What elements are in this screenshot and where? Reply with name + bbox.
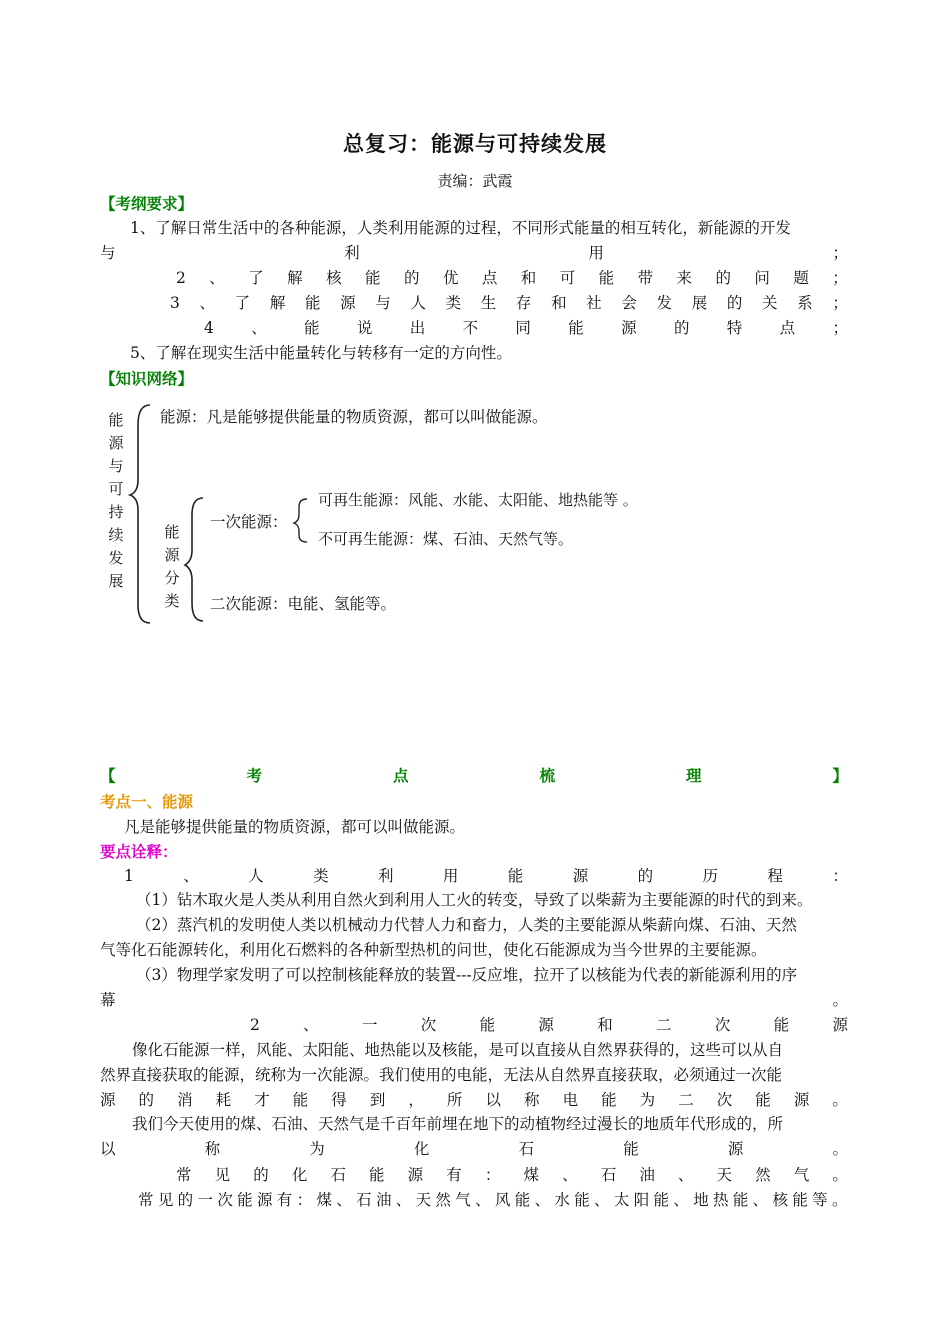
text-glyph: 常: [176, 1166, 192, 1184]
text-glyph: 用: [588, 244, 604, 262]
text-glyph: 次: [217, 1191, 233, 1209]
text-glyph: 源: [727, 1140, 744, 1158]
text-glyph: 耗: [215, 1091, 232, 1109]
text-glyph: 的: [637, 867, 654, 885]
text-glyph: 人: [248, 867, 264, 885]
text-glyph: 源: [256, 1191, 273, 1209]
page-title: 总复习：能源与可持续发展: [343, 131, 607, 156]
text-glyph: 用: [442, 867, 459, 885]
editor-credit: 责编：武霞: [437, 172, 513, 190]
outline-header: 【考纲要求】: [100, 194, 194, 213]
outline-item-1: 1、了解日常生活中的各种能源，人类利用能源的过程，不同形式能量的相互转化，新能源的开发: [130, 219, 791, 237]
definition-node: 能源：凡是能够提供能量的物质资源，都可以叫做能源。: [160, 408, 548, 426]
text-glyph: 解: [287, 269, 303, 287]
text-glyph: 能: [598, 269, 615, 287]
text-glyph: 历: [702, 867, 719, 885]
text-glyph: 、: [251, 319, 267, 337]
vertical-char: 源: [164, 546, 180, 564]
text-glyph: 称: [204, 1140, 221, 1158]
text-glyph: 气: [455, 1191, 471, 1209]
types-heading: [250, 1015, 848, 1035]
text-glyph: 化: [413, 1140, 430, 1158]
vertical-char: 源: [108, 434, 124, 452]
text-glyph: 能: [568, 319, 584, 337]
text-glyph: 风: [494, 1191, 511, 1209]
text-glyph: 幕: [100, 991, 116, 1009]
root-brace: [130, 405, 150, 623]
text-glyph: 来: [676, 269, 693, 287]
text-glyph: 系: [797, 294, 813, 312]
text-glyph: 源: [538, 1016, 554, 1034]
text-glyph: 二: [656, 1016, 672, 1034]
text-glyph: 有: [276, 1191, 293, 1209]
text-glyph: 、: [594, 1191, 610, 1209]
types-paragraph-2-end: [100, 1139, 848, 1159]
text-glyph: 与: [375, 294, 391, 312]
text-glyph: ，: [408, 1091, 424, 1109]
nonrenewable-node: 不可再生能源：煤、石油、天然气等。: [318, 530, 574, 548]
text-glyph: 得: [331, 1091, 347, 1109]
text-glyph: 能: [755, 1091, 771, 1109]
text-glyph: 源: [621, 319, 637, 337]
text-glyph: 点: [481, 269, 498, 287]
text-glyph: 常: [138, 1191, 154, 1209]
text-glyph: 能: [653, 1191, 670, 1209]
text-glyph: 。: [832, 991, 848, 1009]
text-glyph: 2: [250, 1016, 260, 1034]
text-glyph: ；: [832, 319, 848, 337]
history-item-1: （1）钻木取火是人类从利用自然火到利用人工火的转变，导致了以柴薪为主要能源的时代的到来。: [136, 891, 813, 909]
text-glyph: 、: [534, 1191, 551, 1209]
knowledge-network-diagram: [100, 395, 660, 635]
text-glyph: 点: [779, 319, 796, 337]
primary-energy-node: 一次能源：: [210, 513, 288, 531]
points-header: [100, 766, 848, 786]
text-glyph: ：: [832, 867, 848, 885]
history-heading: [124, 866, 848, 886]
text-glyph: 能: [365, 269, 381, 287]
text-glyph: 的: [715, 269, 731, 287]
text-glyph: ；: [832, 269, 848, 287]
text-glyph: 理: [685, 766, 702, 785]
text-glyph: 解: [269, 294, 286, 312]
text-glyph: ；: [832, 294, 848, 312]
text-glyph: 的: [726, 294, 743, 312]
types-paragraph-1-cont: 然界直接获取的能源，统称为一次能源。我们使用的电能，无法从自然界直接获取，必须通过一次能: [100, 1066, 783, 1084]
text-glyph: 热: [713, 1191, 729, 1209]
text-glyph: 以: [100, 1140, 116, 1158]
primary-brace: [294, 499, 307, 542]
history-item-2-cont: 气等化石能源转化，利用化石燃料的各种新型热机的问世，使化石能源成为当今世界的主要能源。: [100, 941, 767, 959]
vertical-char: 能: [164, 523, 180, 541]
text-glyph: 然: [755, 1166, 771, 1184]
primary-energy-list: [138, 1190, 848, 1210]
vertical-char: 持: [108, 503, 124, 521]
text-glyph: 利: [344, 244, 360, 262]
vertical-char: 与: [108, 457, 124, 475]
text-glyph: 【: [100, 766, 116, 785]
secondary-energy-node: 二次能源：电能、氢能等。: [210, 595, 397, 613]
renewable-node: 可再生能源：风能、水能、太阳能、地热能等 。: [318, 491, 638, 509]
text-glyph: 能: [601, 1091, 617, 1109]
text-glyph: 。: [831, 1191, 848, 1209]
text-glyph: 问: [754, 269, 770, 287]
history-item-2: （2）蒸汽机的发明使人类以机械动力代替人力和畜力，人类的主要能源从柴薪向煤、石油、天然: [136, 916, 797, 934]
text-glyph: 梳: [539, 766, 555, 785]
text-glyph: 考: [246, 766, 262, 785]
types-paragraph-1: 像化石能源一样，风能、太阳能、地热能以及核能，是可以直接从自然界获得的，这些可以从自: [132, 1041, 784, 1059]
text-glyph: 煤: [316, 1191, 332, 1209]
text-glyph: 了: [248, 269, 264, 287]
text-glyph: 阳: [633, 1191, 650, 1209]
types-paragraph-1-end: [100, 1090, 848, 1110]
text-glyph: 】: [832, 766, 848, 785]
text-glyph: 、: [677, 1166, 694, 1184]
text-glyph: 能: [773, 1016, 790, 1034]
vertical-char: 可: [108, 480, 124, 498]
text-glyph: 源: [100, 1091, 116, 1109]
text-glyph: ：: [484, 1166, 501, 1184]
text-glyph: 的: [253, 1166, 269, 1184]
text-glyph: 、: [752, 1191, 769, 1209]
text-glyph: 和: [597, 1016, 613, 1034]
text-glyph: 说: [356, 319, 373, 337]
text-glyph: 特: [726, 319, 743, 337]
text-glyph: 的: [673, 319, 690, 337]
text-glyph: 电: [562, 1091, 579, 1109]
text-glyph: 、: [395, 1191, 412, 1209]
vertical-char: 展: [108, 572, 124, 590]
text-glyph: 石: [330, 1166, 346, 1184]
text-glyph: 、: [336, 1191, 352, 1209]
text-glyph: 、: [303, 1016, 319, 1034]
text-glyph: 4: [204, 319, 214, 337]
point-1-title: 考点一、能源: [100, 792, 194, 811]
text-glyph: 发: [656, 294, 673, 312]
text-glyph: 、: [199, 294, 216, 312]
classification-label: [162, 521, 182, 613]
text-glyph: 。: [832, 1091, 848, 1109]
text-glyph: 为: [309, 1140, 325, 1158]
text-glyph: 所: [446, 1091, 463, 1109]
text-glyph: 利: [377, 867, 394, 885]
text-glyph: 石: [600, 1166, 617, 1184]
text-glyph: 见: [157, 1191, 174, 1209]
text-glyph: 能: [479, 1016, 496, 1034]
outline-item-4: [204, 318, 848, 338]
text-glyph: 、: [475, 1191, 491, 1209]
text-glyph: 展: [691, 294, 708, 312]
text-glyph: 地: [693, 1191, 709, 1209]
text-glyph: 为: [639, 1091, 656, 1109]
point-1-definition: 凡是能够提供能量的物质资源，都可以叫做能源。: [124, 818, 466, 836]
text-glyph: 到: [369, 1091, 386, 1109]
text-glyph: 一: [361, 1016, 378, 1034]
text-glyph: 社: [586, 294, 602, 312]
outline-item-5: 5、了解在现实生活中能量转化与转移有一定的方向性。: [130, 344, 512, 362]
text-glyph: 能: [237, 1191, 253, 1209]
text-glyph: 核: [326, 269, 342, 287]
text-glyph: 能: [574, 1191, 590, 1209]
text-glyph: 的: [138, 1091, 155, 1109]
text-glyph: 优: [442, 269, 459, 287]
text-glyph: 程: [767, 867, 783, 885]
outline-item-2: [176, 268, 848, 288]
text-glyph: 同: [515, 319, 531, 337]
history-item-3: （3）物理学家发明了可以控制核能释放的装置---反应堆，拉开了以核能为代表的新能源利用的序: [136, 966, 798, 984]
text-glyph: 关: [762, 294, 778, 312]
text-glyph: 有: [446, 1166, 462, 1184]
text-glyph: 与: [100, 244, 116, 262]
text-glyph: 以: [485, 1091, 501, 1109]
root-label: [106, 409, 126, 593]
text-glyph: 能: [292, 1091, 309, 1109]
text-glyph: 源: [340, 294, 356, 312]
vertical-char: 续: [108, 526, 124, 544]
text-glyph: 能: [304, 294, 321, 312]
text-glyph: 水: [554, 1191, 570, 1209]
text-glyph: 、: [209, 269, 225, 287]
text-glyph: 油: [639, 1166, 655, 1184]
text-glyph: 的: [177, 1191, 194, 1209]
classification-brace: [185, 498, 203, 621]
text-glyph: 才: [254, 1091, 270, 1109]
text-glyph: ：: [296, 1191, 313, 1209]
text-glyph: 能: [514, 1191, 531, 1209]
text-glyph: 次: [714, 1016, 731, 1034]
text-glyph: 天: [415, 1191, 432, 1209]
text-glyph: 然: [435, 1191, 451, 1209]
text-glyph: 和: [551, 294, 567, 312]
text-glyph: 类: [445, 294, 462, 312]
text-glyph: 带: [637, 269, 654, 287]
text-glyph: 点: [392, 766, 409, 785]
text-glyph: 。: [832, 1140, 848, 1158]
text-glyph: 次: [716, 1091, 733, 1109]
text-glyph: 化: [291, 1166, 308, 1184]
text-glyph: 气: [793, 1166, 810, 1184]
text-glyph: 题: [793, 269, 809, 287]
text-glyph: 、: [183, 867, 199, 885]
text-glyph: 天: [716, 1166, 733, 1184]
vertical-char: 发: [108, 549, 124, 567]
text-glyph: 的: [403, 269, 420, 287]
text-glyph: 可: [559, 269, 576, 287]
text-glyph: ；: [832, 244, 848, 262]
text-glyph: 次: [420, 1016, 437, 1034]
text-glyph: 石: [518, 1140, 535, 1158]
history-item-3-cont: [100, 990, 848, 1010]
text-glyph: 和: [520, 269, 537, 287]
text-glyph: 能: [623, 1140, 639, 1158]
text-glyph: 能: [792, 1191, 808, 1209]
text-glyph: 能: [304, 319, 320, 337]
text-glyph: 源: [572, 867, 589, 885]
text-glyph: 生: [480, 294, 497, 312]
text-glyph: 源: [407, 1166, 424, 1184]
text-glyph: 3: [170, 294, 180, 312]
outline-item-3: [170, 293, 848, 313]
text-glyph: 2: [176, 269, 186, 287]
text-glyph: 不: [462, 319, 479, 337]
text-glyph: 二: [678, 1091, 694, 1109]
text-glyph: 源: [832, 1016, 848, 1034]
text-glyph: 类: [313, 867, 329, 885]
text-glyph: 能: [507, 867, 524, 885]
text-glyph: 、: [562, 1166, 578, 1184]
text-glyph: 1: [124, 867, 134, 885]
text-glyph: 、: [673, 1191, 689, 1209]
text-glyph: 出: [409, 319, 426, 337]
text-glyph: 太: [613, 1191, 630, 1209]
text-glyph: 核: [772, 1191, 789, 1209]
outline-item-1-cont: [100, 243, 848, 263]
explain-title: 要点诠释：: [100, 842, 178, 861]
fossil-energy-list: [176, 1165, 848, 1185]
text-glyph: 。: [832, 1166, 848, 1184]
text-glyph: 石: [356, 1191, 372, 1209]
text-glyph: 会: [621, 294, 637, 312]
text-glyph: 消: [177, 1091, 193, 1109]
text-glyph: 煤: [523, 1166, 539, 1184]
text-glyph: 能: [369, 1166, 385, 1184]
text-glyph: 源: [793, 1091, 810, 1109]
text-glyph: 人: [410, 294, 426, 312]
vertical-char: 能: [108, 411, 124, 429]
text-glyph: 存: [515, 294, 532, 312]
vertical-char: 分: [164, 569, 180, 587]
text-glyph: 油: [375, 1191, 392, 1209]
vertical-char: 类: [164, 592, 180, 610]
text-glyph: 等: [812, 1191, 828, 1209]
text-glyph: 了: [234, 294, 251, 312]
text-glyph: 见: [214, 1166, 231, 1184]
text-glyph: 能: [732, 1191, 749, 1209]
network-header: 【知识网络】: [100, 369, 194, 388]
types-paragraph-2: 我们今天使用的煤、石油、天然气是千百年前埋在地下的动植物经过漫长的地质年代形成的，所: [132, 1115, 784, 1133]
text-glyph: 称: [524, 1091, 540, 1109]
text-glyph: 一: [197, 1191, 213, 1209]
